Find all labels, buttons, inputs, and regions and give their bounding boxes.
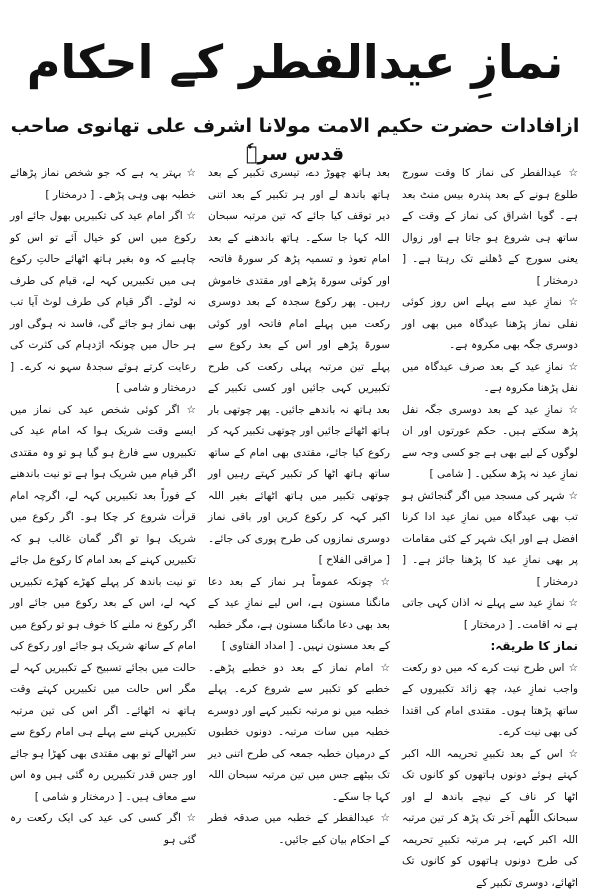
paragraph: ☆ اگر کسی کی عید کی ایک رکعت رہ گئی ہو [10,808,196,851]
paragraph: ☆ اس طرح نیت کرے کہ میں دو رکعت واجب نمازِ عید، چھ زائد تکبیروں کے ساتھ پڑھتا ہوں۔ مقتدی امام کی اقتدا کی بھی نیت کرے۔ [402,658,578,744]
text-column-left [10,163,196,815]
paragraph: ☆ عیدالفطر کی نماز کا وقت سورج طلوع ہونے کے بعد پندرہ بیس منٹ بعد ہے۔ گویا اشراق کی نماز کے وقت کے ساتھ ہی شروع ہو جاتا ہے اور زوال یعنی سورج کے ڈھلنے تک رہتا ہے۔ [ درمختار ] [402,163,578,292]
paragraph: ☆ نمازِ عید کے بعد صرف عیدگاہ میں نفل پڑھنا مکروہ ہے۔ [402,357,578,400]
page-subtitle: ازافادات حضرت حکیم الامت مولانا اشرف علی تھانوی صاحب قدس سرہٗ [0,112,590,168]
page-title: نمازِ عیدالفطر کے احکام [0,34,590,90]
paragraph: ☆ نمازِ عید سے پہلے نہ اذان کہی جاتی ہے نہ اقامت۔ [ درمختار ] [402,593,578,636]
paragraph: ☆ شہر کی مسجد میں اگر گنجائش ہو تب بھی عیدگاہ میں نمازِ عید ادا کرنا افضل ہے اور ایک شہر کے کئی مقامات پر بھی نمازِ عید کا پڑھنا جائز ہے۔ [ درمختار ] [402,486,578,594]
paragraph: بعد ہاتھ چھوڑ دے، تیسری تکبیر کے بعد ہاتھ باندھ لے اور ہر تکبیر کے بعد اتنی دیر توقف کیا جائے کہ تین مرتبہ سبحان اللہ کہا جا سکے۔ ہاتھ باندھنے کے بعد امام تعوذ و تسمیہ پڑھ کر سورۂ فاتحہ اور کوئی سورۃ پڑھے اور مقتدی خاموش رہیں۔ پھر رکوع سجدہ کے بعد دوسری رکعت میں پہلے امام فاتحہ اور کوئی سورۃ پڑھے اور اس کے بعد رکوع سے پہلے تین مرتبہ پہلی رکعت کی طرح تکبیریں کہی جائیں اور کسی تکبیر کے بعد ہاتھ نہ باندھے جائیں۔ پھر چوتھی بار ہاتھ اٹھائے جائیں اور چوتھی تکبیر کہہ کر رکوع کیا جائے، مقتدی بھی امام کے ساتھ ساتھ ہاتھ اٹھا کر تکبیر کہتے رہیں اور چوتھی تکبیر میں ہاتھ اٹھائے بغیر اللہ اکبر کہہ کر رکوع کریں اور باقی نماز دوسری نمازوں کی طرح پوری کی جائے۔ [ مراقی الفلاح ] [208,163,390,572]
text-column-right [402,163,578,815]
paragraph: ☆ اگر امام عید کی تکبیریں بھول جائے اور رکوع میں اس کو خیال آئے تو اس کو چاہیے کہ وہ بغیر ہاتھ اٹھائے حالتِ رکوع ہی میں تکبیریں کہہ لے، قیام کی طرف نہ لوٹے۔ اگر قیام کی طرف لوٹ آیا تب بھی نماز ہو جائے گی، فاسد نہ ہوگی اور ہر حال میں چونکہ اژدہام کی کثرت کی رعایت کرتے ہوئے سجدۂ سہو نہ کرے۔ [ درمختار و شامی ] [10,206,196,400]
section-heading: نماز کا طریقہ: [402,636,578,658]
paragraph: ☆ عیدالفطر کے خطبہ میں صدقہ فطر کے احکام بیان کیے جائیں۔ [208,808,390,851]
text-column-middle [208,163,390,815]
paragraph: ☆ امام نماز کے بعد دو خطبے پڑھے۔ خطبے کو تکبیر سے شروع کرے۔ پہلے خطبہ میں نو مرتبہ تکبیر کہے اور دوسرے خطبہ میں سات مرتبہ۔ دونوں خطبوں کے درمیان خطبہ جمعہ کی طرح اتنی دیر تک بیٹھے جس میں تین مرتبہ سبحان اللہ کہا جا سکے۔ [208,658,390,809]
paragraph: ☆ اگر کوئی شخص عید کی نماز میں ایسے وقت شریک ہوا کہ امام عید کی تکبیروں سے فارغ ہو گیا ہو تو وہ مقتدی اگر قیام میں شریک ہوا ہے تو نیت باندھنے کے فوراً بعد تکبیریں کہہ لے، اگرچہ امام قرأت شروع کر چکا ہو۔ اگر رکوع میں شریک ہوا تو اگر گمان غالب ہو کہ تکبیریں کہنے کے بعد امام کا رکوع مل جائے تو نیت باندھ کر پہلے کھڑے کھڑے تکبیریں کہہ لے، اس کے بعد رکوع میں جائے اور اگر رکوع نہ ملنے کا خوف ہو تو رکوع میں امام کے ساتھ شریک ہو جائے اور رکوع کی حالت میں بجائے تسبیح کے تکبیریں کہہ لے مگر اس حالت میں تکبیریں کہتے وقت ہاتھ نہ اٹھائے۔ اگر اس کی تین مرتبہ تکبیریں کہنے سے پہلے ہی امام رکوع سے سر اٹھالے تو بھی مقتدی بھی کھڑا ہو جائے اور جس قدر تکبیریں رہ گئی ہیں وہ اس سے معاف ہیں۔ [ درمختار و شامی ] [10,400,196,809]
paragraph: ☆ نمازِ عید کے بعد دوسری جگہ نفل پڑھ سکتے ہیں۔ حکم عورتوں اور ان لوگوں کے لیے بھی ہے جو کسی وجہ سے نمازِ عید نہ پڑھ سکیں۔ [ شامی ] [402,400,578,486]
paragraph: ☆ نمازِ عید سے پہلے اس روز کوئی نفلی نماز پڑھنا عیدگاہ میں بھی اور دوسری جگہ بھی مکروہ ہے۔ [402,292,578,357]
paragraph: ☆ بہتر یہ ہے کہ جو شخص نماز پڑھائے خطبہ بھی وہی پڑھے۔ [ درمختار ] [10,163,196,206]
paragraph: ☆ اس کے بعد تکبیرِ تحریمہ اللہ اکبر کہتے ہوئے دونوں ہاتھوں کو کانوں تک اٹھا کر ناف کے نیچے باندھ لے اور سبحانک اللّٰھم آخر تک پڑھ کر تین مرتبہ اللہ اکبر کہے، ہر مرتبہ تکبیرِ تحریمہ کی طرح دونوں ہاتھوں کو کانوں تک اٹھائے، دوسری تکبیر کے [402,744,578,894]
paragraph: ☆ چونکہ عموماً ہر نماز کے بعد دعا مانگنا مسنون ہے، اس لیے نمازِ عید کے بعد بھی دعا مانگنا مسنون ہے، مگر خطبہ کے بعد مسنون نہیں۔ [ امداد الفتاوی ] [208,572,390,658]
